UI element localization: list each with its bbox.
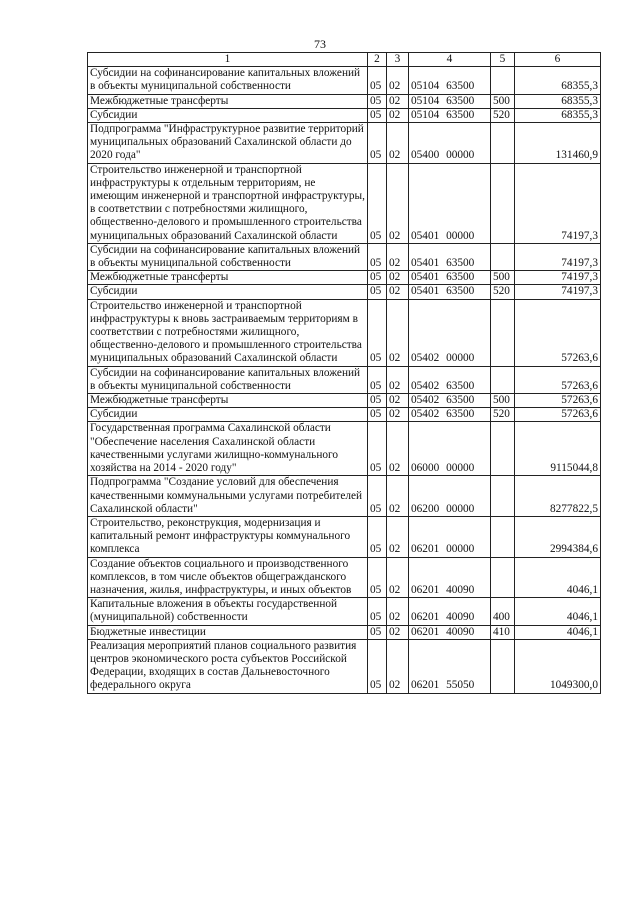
row-subsection-code: 02 [387, 271, 409, 285]
row-subsection-code: 02 [387, 123, 409, 164]
row-section-code: 05 [368, 516, 387, 557]
row-name: Строительство, реконструкция, модернизация и капитальный ремонт инфраструктуры коммунального комплекса [88, 516, 368, 557]
row-section-code: 05 [368, 271, 387, 285]
row-name: Субсидии [88, 408, 368, 422]
row-amount: 57263,6 [515, 408, 601, 422]
table-row [88, 94, 601, 108]
table-row [88, 394, 601, 408]
row-expense-type-code: 500 [491, 271, 515, 285]
row-target-article-code: 06201 40090 [409, 557, 491, 598]
row-subsection-code: 02 [387, 625, 409, 639]
row-target-article-code: 06201 55050 [409, 639, 491, 693]
table-row [88, 163, 601, 243]
table-row [88, 639, 601, 693]
row-name: Бюджетные инвестиции [88, 625, 368, 639]
row-target-article-code: 05401 63500 [409, 243, 491, 270]
row-section-code: 05 [368, 639, 387, 693]
table-row [88, 422, 601, 476]
row-subsection-code: 02 [387, 422, 409, 476]
row-subsection-code: 02 [387, 94, 409, 108]
row-expense-type-code [491, 163, 515, 243]
row-target-article-code: 05104 63500 [409, 94, 491, 108]
row-name: Субсидии [88, 108, 368, 122]
row-expense-type-code [491, 516, 515, 557]
row-expense-type-code [491, 123, 515, 164]
row-expense-type-code [491, 366, 515, 393]
page-number: 73 [314, 37, 326, 51]
row-expense-type-code [491, 476, 515, 517]
row-name: Капитальные вложения в объекты государственной (муниципальной) собственности [88, 598, 368, 625]
row-expense-type-code: 400 [491, 598, 515, 625]
table-row [88, 625, 601, 639]
row-amount: 68355,3 [515, 108, 601, 122]
row-subsection-code: 02 [387, 108, 409, 122]
row-subsection-code: 02 [387, 639, 409, 693]
row-target-article-code: 06200 00000 [409, 476, 491, 517]
row-name: Субсидии на софинансирование капитальных вложений в объекты муниципальной собственности [88, 366, 368, 393]
row-amount: 4046,1 [515, 598, 601, 625]
row-target-article-code: 05401 63500 [409, 271, 491, 285]
row-name: Государственная программа Сахалинской области "Обеспечение населения Сахалинской области качественными услугами жилищно-коммунального хозяйства на 2014 - 2020 году" [88, 422, 368, 476]
row-subsection-code: 02 [387, 285, 409, 299]
row-section-code: 05 [368, 366, 387, 393]
row-subsection-code: 02 [387, 163, 409, 243]
row-amount: 8277822,5 [515, 476, 601, 517]
row-target-article-code: 05104 63500 [409, 67, 491, 94]
row-section-code: 05 [368, 394, 387, 408]
row-section-code: 05 [368, 476, 387, 517]
row-section-code: 05 [368, 163, 387, 243]
row-target-article-code: 05402 00000 [409, 299, 491, 366]
row-amount: 68355,3 [515, 94, 601, 108]
row-subsection-code: 02 [387, 598, 409, 625]
row-name: Субсидии на софинансирование капитальных вложений в объекты муниципальной собственности [88, 243, 368, 270]
row-target-article-code: 05401 00000 [409, 163, 491, 243]
row-name: Межбюджетные трансферты [88, 271, 368, 285]
row-section-code: 05 [368, 625, 387, 639]
row-section-code: 05 [368, 285, 387, 299]
row-expense-type-code: 520 [491, 408, 515, 422]
column-header: 5 [491, 53, 515, 67]
row-target-article-code: 05401 63500 [409, 285, 491, 299]
table-row [88, 557, 601, 598]
row-expense-type-code [491, 422, 515, 476]
row-expense-type-code [491, 639, 515, 693]
row-section-code: 05 [368, 108, 387, 122]
row-amount: 4046,1 [515, 625, 601, 639]
row-amount: 131460,9 [515, 123, 601, 164]
row-name: Строительство инженерной и транспортной инфраструктуры к отдельным территориям, не имеющим инженерной и транспортной инфраструктуры, в соответствии с потребностями жилищного, общественно-делового и промышленного строительства муниципальных образований Сахалинской области [88, 163, 368, 243]
row-subsection-code: 02 [387, 243, 409, 270]
row-expense-type-code [491, 299, 515, 366]
table-row [88, 516, 601, 557]
table-row [88, 299, 601, 366]
row-name: Межбюджетные трансферты [88, 94, 368, 108]
row-name: Строительство инженерной и транспортной инфраструктуры к вновь застраиваемым территориям в соответствии с потребностями жилищного, общественно-делового и промышленного строительства муниципальных образований Сахалинской области [88, 299, 368, 366]
row-name: Реализация мероприятий планов социального развития центров экономического роста субъектов Российской Федерации, входящих в состав Дальневосточного федерального округа [88, 639, 368, 693]
row-name: Подпрограмма "Создание условий для обеспечения качественными коммунальными услугами потребителей Сахалинской области" [88, 476, 368, 517]
row-section-code: 05 [368, 557, 387, 598]
row-name: Субсидии [88, 285, 368, 299]
row-amount: 4046,1 [515, 557, 601, 598]
row-target-article-code: 05104 63500 [409, 108, 491, 122]
row-section-code: 05 [368, 123, 387, 164]
row-target-article-code: 05400 00000 [409, 123, 491, 164]
row-target-article-code: 06201 40090 [409, 625, 491, 639]
row-subsection-code: 02 [387, 557, 409, 598]
row-section-code: 05 [368, 299, 387, 366]
row-expense-type-code [491, 243, 515, 270]
row-subsection-code: 02 [387, 299, 409, 366]
table-header-row [88, 53, 601, 67]
row-section-code: 05 [368, 422, 387, 476]
row-name: Межбюджетные трансферты [88, 394, 368, 408]
row-name: Создание объектов социального и производственного комплексов, в том числе объектов общегражданского назначения, жилья, инфраструктуры, и иных объектов [88, 557, 368, 598]
table-row [88, 67, 601, 94]
row-name: Субсидии на софинансирование капитальных вложений в объекты муниципальной собственности [88, 67, 368, 94]
row-target-article-code: 06201 40090 [409, 598, 491, 625]
row-expense-type-code: 520 [491, 285, 515, 299]
table-row [88, 108, 601, 122]
row-expense-type-code: 520 [491, 108, 515, 122]
row-subsection-code: 02 [387, 476, 409, 517]
row-target-article-code: 05402 63500 [409, 408, 491, 422]
column-header: 2 [368, 53, 387, 67]
row-name: Подпрограмма "Инфраструктурное развитие территорий муниципальных образований Сахалинской области до 2020 года" [88, 123, 368, 164]
table-row [88, 366, 601, 393]
column-header: 1 [88, 53, 368, 67]
table-row [88, 476, 601, 517]
table-row [88, 243, 601, 270]
row-amount: 57263,6 [515, 366, 601, 393]
row-amount: 2994384,6 [515, 516, 601, 557]
row-amount: 9115044,8 [515, 422, 601, 476]
row-section-code: 05 [368, 408, 387, 422]
table-row [88, 123, 601, 164]
row-expense-type-code: 500 [491, 394, 515, 408]
row-subsection-code: 02 [387, 516, 409, 557]
row-expense-type-code [491, 67, 515, 94]
row-target-article-code: 06000 00000 [409, 422, 491, 476]
row-expense-type-code: 500 [491, 94, 515, 108]
budget-table [87, 52, 601, 694]
row-amount: 74197,3 [515, 163, 601, 243]
row-amount: 57263,6 [515, 394, 601, 408]
row-subsection-code: 02 [387, 366, 409, 393]
row-target-article-code: 05402 63500 [409, 394, 491, 408]
row-amount: 74197,3 [515, 271, 601, 285]
row-amount: 57263,6 [515, 299, 601, 366]
row-expense-type-code [491, 557, 515, 598]
row-subsection-code: 02 [387, 394, 409, 408]
table-row [88, 271, 601, 285]
table-row [88, 408, 601, 422]
row-target-article-code: 05402 63500 [409, 366, 491, 393]
row-amount: 74197,3 [515, 243, 601, 270]
row-expense-type-code: 410 [491, 625, 515, 639]
row-amount: 68355,3 [515, 67, 601, 94]
column-header: 3 [387, 53, 409, 67]
row-subsection-code: 02 [387, 408, 409, 422]
row-subsection-code: 02 [387, 67, 409, 94]
row-amount: 1049300,0 [515, 639, 601, 693]
row-section-code: 05 [368, 598, 387, 625]
column-header: 6 [515, 53, 601, 67]
table-row [88, 285, 601, 299]
row-section-code: 05 [368, 243, 387, 270]
row-section-code: 05 [368, 67, 387, 94]
column-header: 4 [409, 53, 491, 67]
row-amount: 74197,3 [515, 285, 601, 299]
table-row [88, 598, 601, 625]
row-section-code: 05 [368, 94, 387, 108]
row-target-article-code: 06201 00000 [409, 516, 491, 557]
